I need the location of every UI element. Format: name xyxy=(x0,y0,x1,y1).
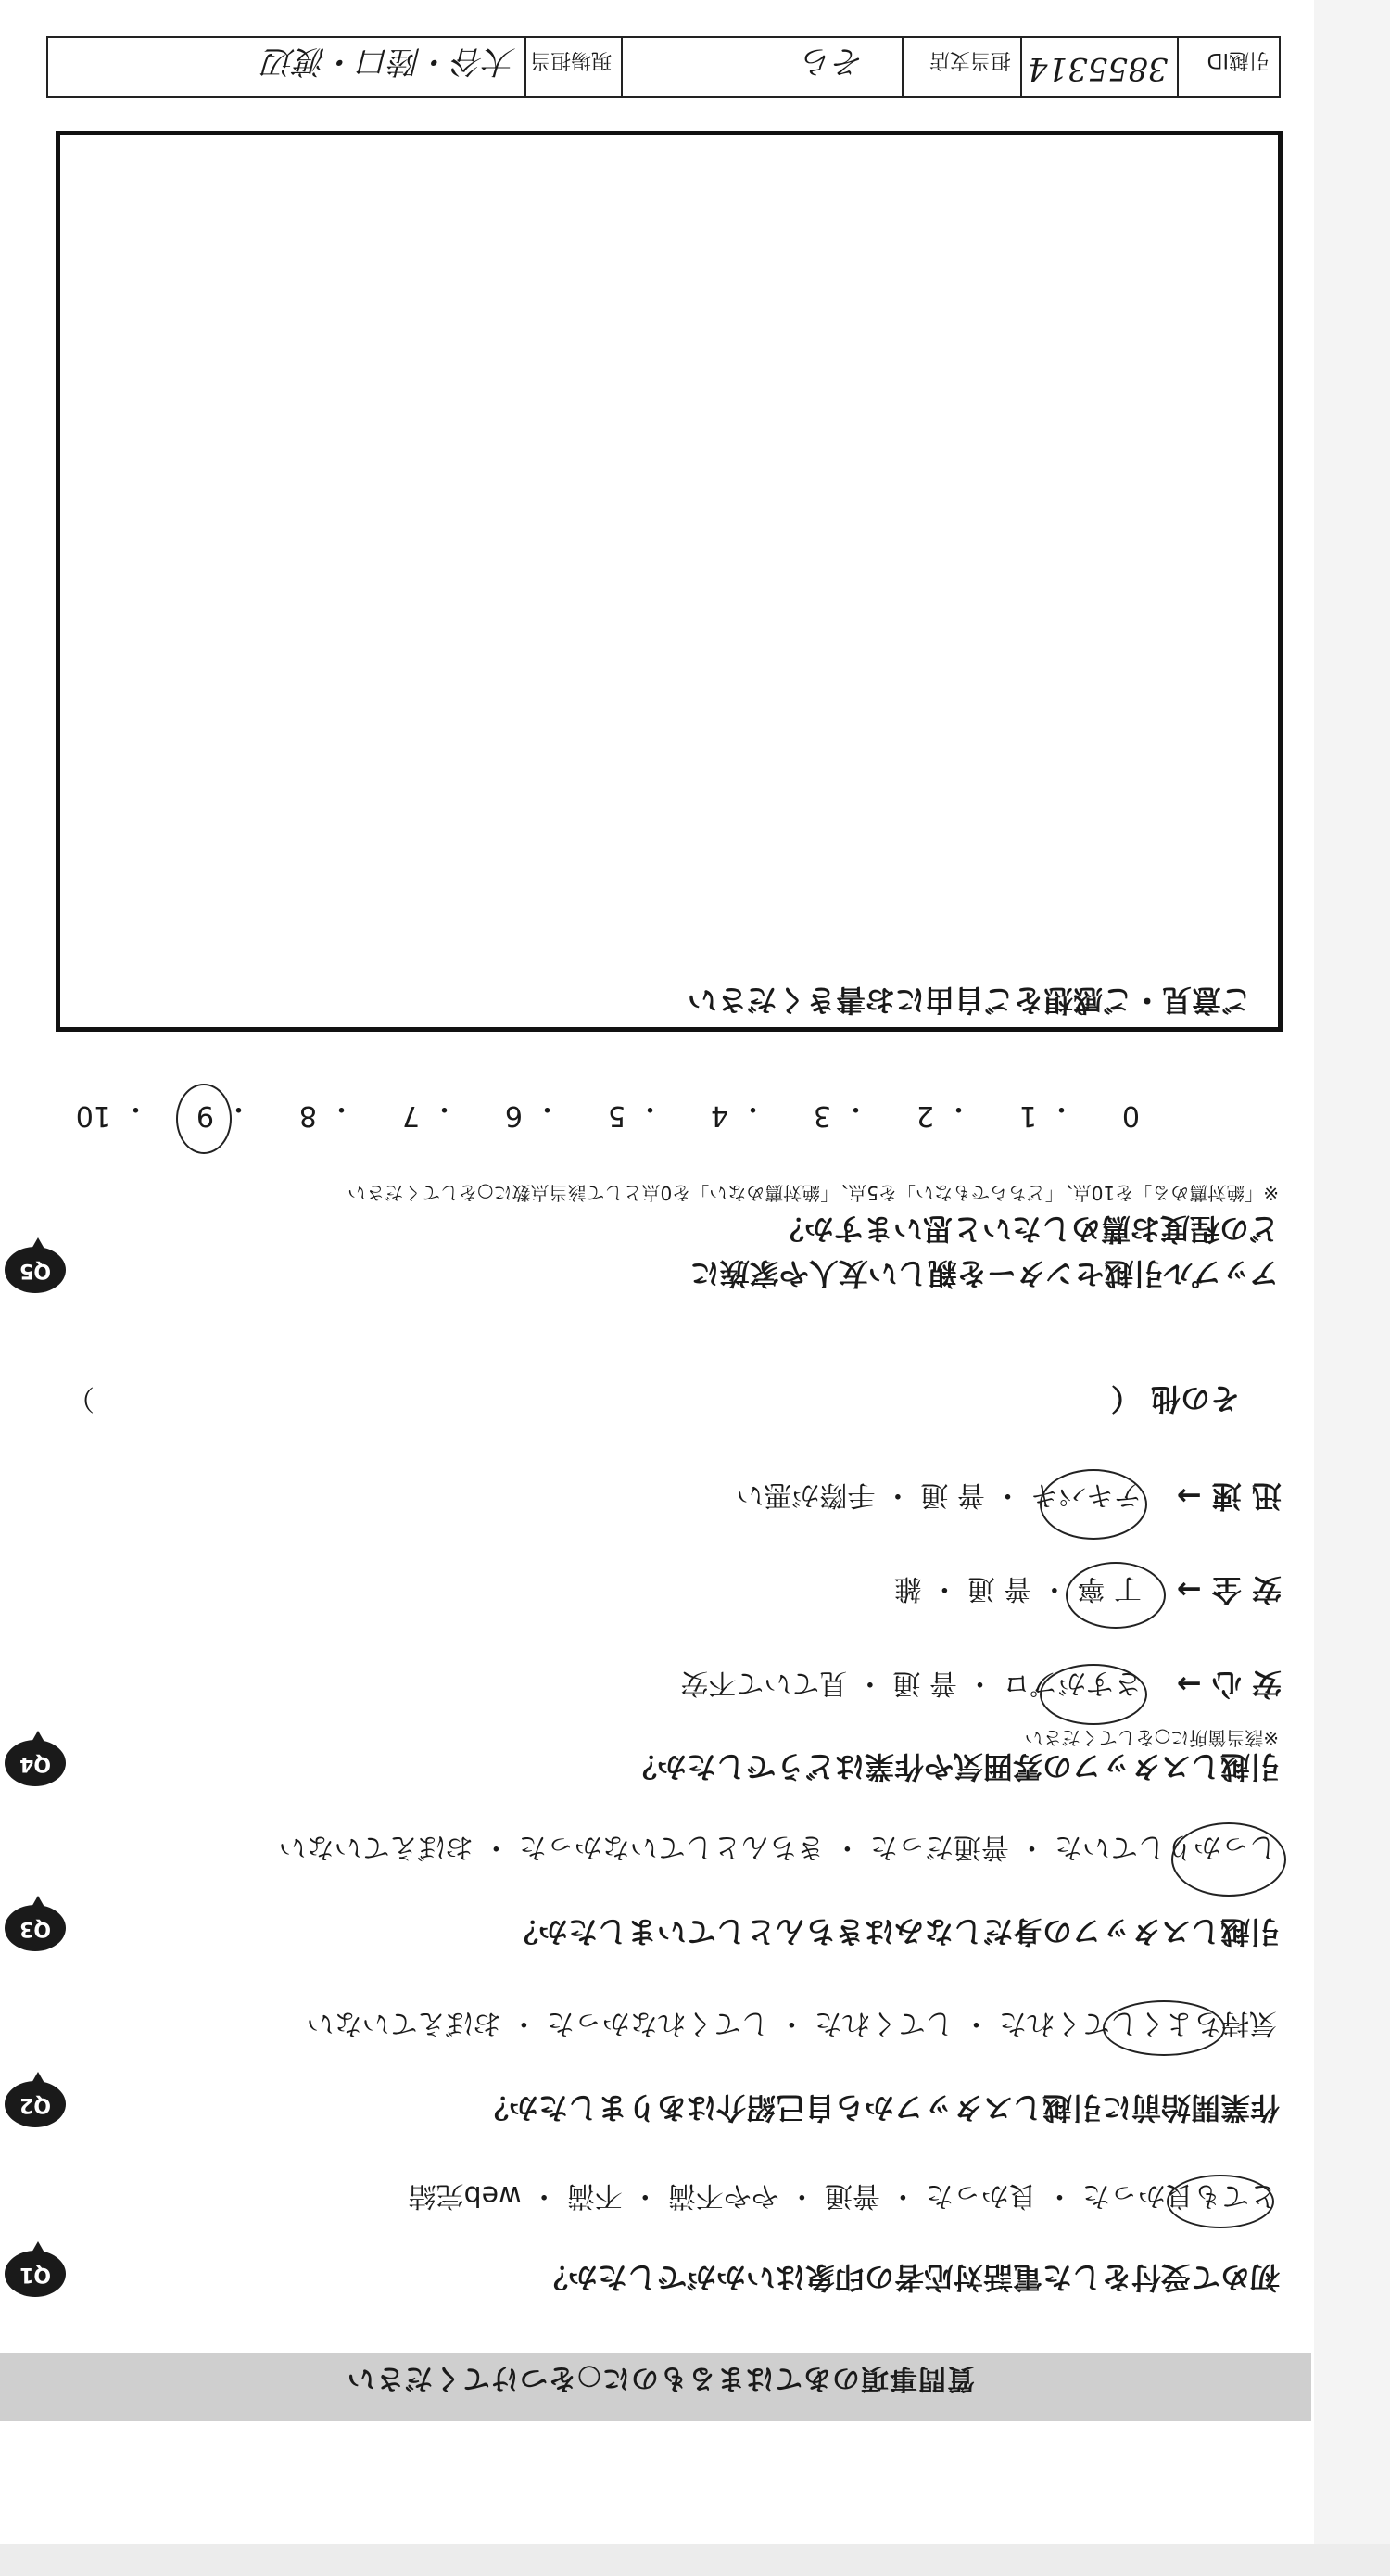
score-separator: ・ xyxy=(121,1092,150,1124)
q5-note: ※「絶対薦める」を10点、「どちらでもない」を5点、「絶対薦めない」を0点として該当点数に○をしてください xyxy=(348,1182,1279,1204)
score-separator: ・ xyxy=(430,1092,459,1124)
header-table xyxy=(46,36,1281,98)
q4-label-jinsoku: 迅 速 → xyxy=(1176,1478,1282,1514)
comment-label: ご意見・ご感想をご自由にお書きください xyxy=(687,983,1251,1018)
q4-options-jinsoku: テキパキ ・ 普 通 ・ 手際が悪い xyxy=(736,1478,1142,1511)
q4-badge: Q4 xyxy=(5,1740,66,1786)
q4-options-anzen: 丁 寧 ・ 普 通 ・ 雑 xyxy=(893,1572,1142,1605)
score-option-0[interactable]: 0 xyxy=(1121,1099,1140,1132)
score-separator: ・ xyxy=(533,1092,562,1124)
q1-badge: Q1 xyxy=(5,2251,66,2297)
score-option-9[interactable]: 9 xyxy=(196,1099,214,1132)
q5-badge: Q5 xyxy=(5,1247,66,1293)
branch-value-cell xyxy=(621,38,902,96)
move-id-label-cell xyxy=(1177,38,1279,96)
comment-box[interactable] xyxy=(56,131,1283,1032)
q3-title: 引越しスタッフの身だしなみはきちんとしていましたか？ xyxy=(508,1914,1280,1949)
score-option-4[interactable]: 4 xyxy=(710,1099,728,1132)
instruction-text: 質問事項のあてはまるものに○をつけてください xyxy=(346,2362,975,2394)
q5-title-line2: どの程度お薦めしたいと思いますか？ xyxy=(774,1212,1279,1247)
score-option-1[interactable]: 1 xyxy=(1018,1099,1037,1132)
score-separator: ・ xyxy=(841,1092,870,1124)
q4-label-anzen: 安 全 → xyxy=(1176,1572,1282,1607)
staff-value: 大谷・陸口・渡辺 xyxy=(263,43,516,80)
move-id-label: 引越ID xyxy=(1207,48,1270,71)
q2-badge: Q2 xyxy=(5,2081,66,2127)
q4-answer-circle-anzen xyxy=(1066,1562,1166,1629)
q1-options: とても良かった ・ 良かった ・ 普通 ・ やや不満 ・ 不満 ・ web完結 xyxy=(408,2179,1277,2212)
score-separator: ・ xyxy=(944,1092,973,1124)
q1-title: 初めて受付をした電話対応者の印象はいかがでしたか？ xyxy=(537,2260,1280,2295)
score-separator: ・ xyxy=(739,1092,767,1124)
staff-label-cell xyxy=(524,38,621,96)
q2-answer-circle xyxy=(1103,2000,1225,2056)
q2-title: 作業開始前に引越しスタッフから自己紹介はありましたか？ xyxy=(478,2090,1280,2126)
q3-options: しっかりしていた ・ 普通だった ・ きちんとしていなかった ・ おぼえていない xyxy=(278,1831,1277,1863)
q5-title-line1: アップル引越センターを親しい友人や家族に xyxy=(689,1256,1279,1291)
staff-value-cell xyxy=(48,38,524,96)
score-separator: ・ xyxy=(1047,1092,1076,1124)
score-separator: ・ xyxy=(636,1092,664,1124)
q3-answer-circle xyxy=(1171,1822,1286,1897)
score-option-2[interactable]: 2 xyxy=(916,1099,934,1132)
move-id-value: 3855314 xyxy=(1027,50,1169,87)
q4-note: ※該当箇所に○をしてください xyxy=(1024,1727,1279,1749)
score-separator: ・ xyxy=(224,1092,253,1124)
score-option-6[interactable]: 6 xyxy=(504,1099,523,1132)
score-option-8[interactable]: 8 xyxy=(298,1099,317,1132)
q4-options-anshin: さすがプロ ・ 普 通 ・ 見ていて不安 xyxy=(680,1667,1142,1699)
score-option-7[interactable]: 7 xyxy=(401,1099,420,1132)
staff-label: 現場担当 xyxy=(530,48,613,71)
q1-answer-circle xyxy=(1167,2175,1274,2228)
score-option-10[interactable]: 10 xyxy=(75,1099,111,1132)
q4-label-anshin: 安 心 → xyxy=(1176,1667,1282,1702)
branch-label-cell xyxy=(902,38,1020,96)
score-separator: ・ xyxy=(327,1092,356,1124)
q4-answer-circle-jinsoku xyxy=(1040,1469,1147,1540)
q3-badge: Q3 xyxy=(5,1905,66,1951)
q4-answer-circle-anshin xyxy=(1040,1664,1147,1725)
branch-value: そら xyxy=(802,43,866,80)
score-option-3[interactable]: 3 xyxy=(813,1099,831,1132)
branch-label: 担当支店 xyxy=(929,48,1011,71)
q4-title: 引越しスタッフの雰囲気や作業はどうでしたか？ xyxy=(626,1749,1280,1784)
q2-options: 気持ちよくしてくれた ・ してくれた ・ してくれなかった ・ おぼえていない xyxy=(306,2007,1277,2039)
q5-answer-circle xyxy=(176,1084,232,1154)
q4-label-other: その他 （ xyxy=(1110,1381,1240,1416)
move-id-value-cell xyxy=(1020,38,1177,96)
score-option-5[interactable]: 5 xyxy=(607,1099,626,1132)
q4-options-other: ） xyxy=(67,1382,95,1415)
